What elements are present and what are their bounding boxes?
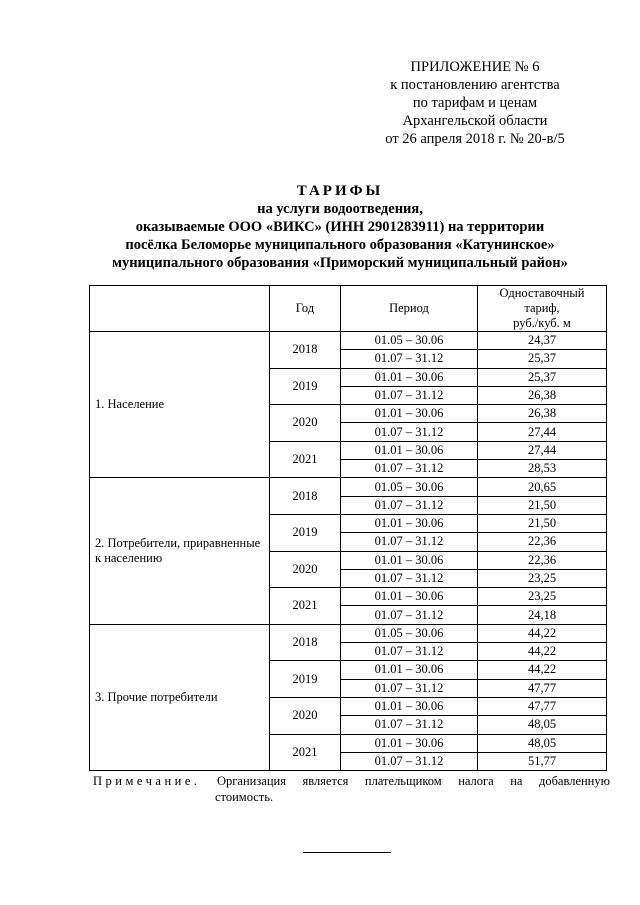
period-cell: 01.07 – 31.12 [341,533,478,551]
period-cell: 01.07 – 31.12 [341,386,478,404]
title-line: посёлка Беломорье муниципального образования «Катунинское» [125,237,555,253]
tariff-value-cell: 27,44 [478,441,607,459]
year-cell: 2018 [270,478,341,515]
tariff-value-cell: 26,38 [478,386,607,404]
period-cell: 01.07 – 31.12 [341,643,478,661]
title-line: оказываемые ООО «ВИКС» (ИНН 2901283911) на территории [135,219,545,235]
year-cell: 2020 [270,551,341,588]
period-cell: 01.07 – 31.12 [341,569,478,587]
divider-line [303,852,391,853]
table-row [90,478,607,496]
year-cell: 2020 [270,697,341,734]
period-cell: 01.01 – 30.06 [341,441,478,459]
tariff-value-cell: 22,36 [478,551,607,569]
note-word: является [302,774,349,788]
period-cell: 01.07 – 31.12 [341,679,478,697]
tariff-value-cell: 23,25 [478,569,607,587]
header-tariff [478,286,607,332]
tariff-value-cell: 47,77 [478,679,607,697]
header-tariff-line1: Одноставочный тариф, [499,286,585,315]
appendix-line: Архангельской области [402,113,548,129]
header-tariff-line2: руб./куб. м [513,316,571,330]
year-cell: 2018 [270,332,341,369]
tariff-value-cell: 24,18 [478,606,607,624]
tariff-value-cell: 23,25 [478,588,607,606]
tariff-value-cell: 44,22 [478,661,607,679]
year-cell: 2021 [270,441,341,478]
year-cell: 2019 [270,661,341,698]
header-category [90,286,270,332]
tariff-value-cell: 26,38 [478,405,607,423]
note-word: плательщиком [364,774,442,788]
title-line: на услуги водоотведения, [257,201,423,217]
appendix-number: ПРИЛОЖЕНИЕ № 6 [410,59,540,75]
period-cell: 01.05 – 30.06 [341,332,478,350]
period-cell: 01.07 – 31.12 [341,716,478,734]
period-cell: 01.07 – 31.12 [341,423,478,441]
tariff-value-cell: 48,05 [478,716,607,734]
tariff-value-cell: 48,05 [478,734,607,752]
period-cell: 01.01 – 30.06 [341,661,478,679]
appendix-date: от 26 апреля 2018 г. № 20-в/5 [385,131,565,147]
tariff-value-cell: 21,50 [478,496,607,514]
note [93,773,610,805]
tariff-value-cell: 21,50 [478,514,607,532]
tariff-value-cell: 51,77 [478,752,607,770]
period-cell: 01.01 – 30.06 [341,734,478,752]
tariff-value-cell: 44,22 [478,624,607,642]
year-cell: 2018 [270,624,341,661]
appendix-header [340,58,610,148]
appendix-line: по тарифам и ценам [412,95,538,111]
note-line-1 [93,773,610,789]
year-cell: 2019 [270,514,341,551]
note-word: на [510,774,523,788]
tariff-value-cell: 25,37 [478,350,607,368]
table-row [90,332,607,350]
period-cell: 01.07 – 31.12 [341,350,478,368]
tariff-value-cell: 44,22 [478,643,607,661]
table-header-row [90,286,607,332]
period-cell: 01.01 – 30.06 [341,588,478,606]
period-cell: 01.07 – 31.12 [341,496,478,514]
period-cell: 01.07 – 31.12 [341,752,478,770]
year-cell: 2019 [270,368,341,405]
period-cell: 01.07 – 31.12 [341,606,478,624]
table-row [90,624,607,642]
note-label: Примечание. [93,774,201,788]
category-cell: 2. Потребители, приравненные к населению [90,478,270,624]
tariff-value-cell: 47,77 [478,697,607,715]
period-cell: 01.07 – 31.12 [341,460,478,478]
tariff-value-cell: 25,37 [478,368,607,386]
tariff-value-cell: 24,37 [478,332,607,350]
note-word: добавленную [538,774,610,788]
period-cell: 01.01 – 30.06 [341,514,478,532]
period-cell: 01.01 – 30.06 [341,405,478,423]
period-cell: 01.01 – 30.06 [341,551,478,569]
tariff-value-cell: 27,44 [478,423,607,441]
header-year: Год [270,286,341,332]
year-cell: 2021 [270,588,341,625]
period-cell: 01.05 – 30.06 [341,478,478,496]
tariff-value-cell: 28,53 [478,460,607,478]
document-title [40,182,640,272]
note-line-2: стоимость. [215,790,274,804]
category-cell: 3. Прочие потребители [90,624,270,770]
note-word: Организация [217,774,286,788]
tariff-value-cell: 22,36 [478,533,607,551]
year-cell: 2021 [270,734,341,771]
tariff-value-cell: 20,65 [478,478,607,496]
period-cell: 01.01 – 30.06 [341,368,478,386]
tariff-table-body [90,332,607,771]
note-word: налога [458,774,494,788]
title-heading: ТАРИФЫ [296,183,384,199]
header-period: Период [341,286,478,332]
tariff-table [89,285,607,771]
period-cell: 01.01 – 30.06 [341,697,478,715]
appendix-line: к постановлению агентства [390,77,560,93]
year-cell: 2020 [270,405,341,442]
category-cell: 1. Население [90,332,270,478]
title-line: муниципального образования «Приморский муниципальный район» [112,255,568,271]
period-cell: 01.05 – 30.06 [341,624,478,642]
